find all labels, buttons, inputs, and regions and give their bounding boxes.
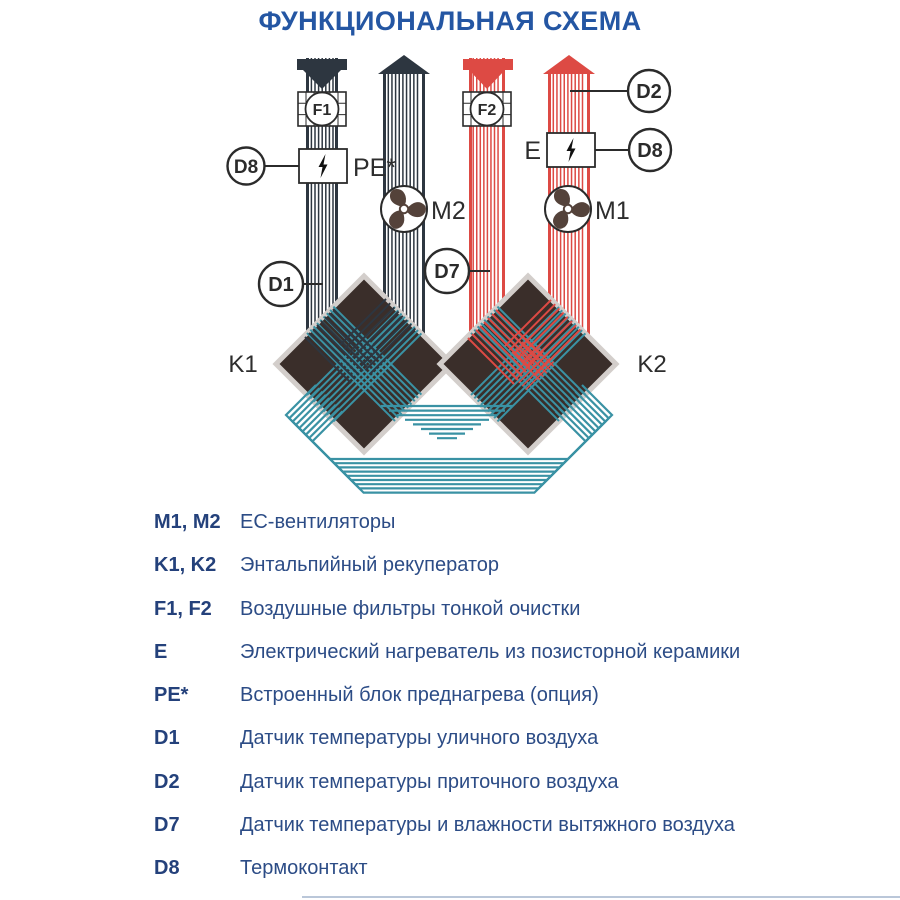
legend-item (154, 641, 740, 684)
recuperator-k2-label: K2 (637, 351, 667, 378)
sensor-d8-right (629, 129, 671, 171)
legend-item (154, 814, 740, 857)
legend-item (154, 598, 740, 641)
legend-key: PE* (154, 684, 189, 707)
preheater-pe-box (299, 149, 396, 183)
legend-item (154, 857, 740, 900)
legend-key: E (154, 640, 168, 663)
legend-key: K1, K2 (154, 554, 217, 577)
sensor-d1-label: D1 (268, 274, 294, 296)
recuperator-k1-label: K1 (228, 351, 258, 378)
fan-m1-label: M1 (595, 197, 630, 225)
outdoor-air-arrowhead (297, 59, 347, 89)
legend-key: D1 (154, 727, 180, 750)
heater-e-label: E (524, 137, 541, 165)
legend-desc: Термоконтакт (240, 857, 368, 880)
legend-desc: Датчик температуры уличного воздуха (240, 727, 599, 750)
sensor-d2 (628, 70, 670, 112)
sensor-d2-label: D2 (636, 81, 662, 103)
footer-rule (302, 896, 900, 898)
legend-item (154, 727, 740, 770)
legend-desc: Энтальпийный рекуператор (240, 554, 500, 577)
filter-f2-label: F2 (477, 102, 497, 119)
legend-key: D7 (154, 814, 180, 837)
legend-key: D8 (154, 857, 180, 880)
heater-e-box (524, 133, 595, 167)
legend-desc: Воздушные фильтры тонкой очистки (240, 597, 581, 620)
exhaust-air-arrowhead (378, 55, 430, 74)
legend-item (154, 771, 740, 814)
sensor-d8-left-label: D8 (233, 157, 259, 178)
legend (154, 511, 740, 900)
sensor-d7-label: D7 (434, 261, 460, 283)
sensor-d8-right-label: D8 (637, 140, 663, 162)
legend-item (154, 554, 740, 597)
legend-item (154, 684, 740, 727)
filter-f1-label: F1 (312, 102, 332, 119)
page-title: ФУНКЦИОНАЛЬНАЯ СХЕМА (258, 6, 642, 36)
legend-key: M1, M2 (154, 511, 221, 533)
legend-desc: Электрический нагреватель из позисторной керамики (240, 640, 741, 663)
legend-desc: Встроенный блок преднагрева (опция) (240, 684, 599, 707)
sensor-d1 (259, 262, 303, 306)
legend-key: D2 (154, 770, 180, 793)
filter-f2 (463, 92, 511, 126)
legend-desc: Датчик температуры и влажности вытяжного воздуха (240, 814, 735, 837)
fan-m2-label: M2 (431, 197, 466, 225)
legend-desc: Датчик температуры приточного воздуха (240, 770, 619, 793)
supply-air-arrowhead (543, 55, 595, 74)
filter-f1 (298, 92, 346, 126)
legend-desc: EC-вентиляторы (240, 511, 396, 533)
sensor-d7 (425, 249, 469, 293)
preheater-pe-label: PE* (353, 154, 397, 182)
sensor-d8-left (228, 148, 265, 185)
legend-key: F1, F2 (154, 597, 212, 620)
legend-item (154, 511, 740, 554)
